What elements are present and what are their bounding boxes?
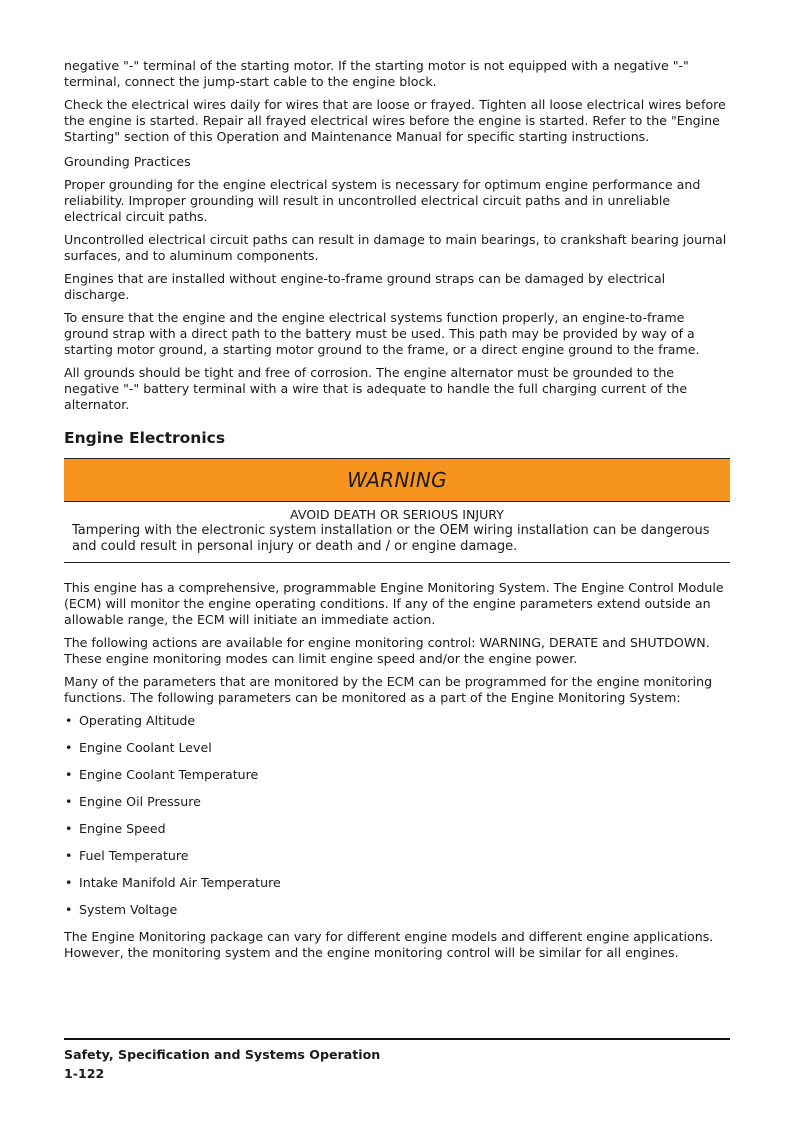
warning-text: Tampering with the electronic system installation or the OEM wiring installation can be dangerous and could result in personal injury or death and / or engine damage. [72,523,710,554]
intro-paragraph-2: Check the electrical wires daily for wires that are loose or frayed. Tighten all loose electrical wires before the engine is started. Repair all frayed electrical wires before the engine is started. Refer to the "Engine Starting" section of this Operation and Maintenance Manual for specific starting instructions. [64,97,726,144]
grounding-paragraph-4: To ensure that the engine and the engine electrical systems function properly, an engine-to-frame ground strap with a direct path to the battery must be used. This path may be provided by way of a starting motor ground, a starting motor ground to the frame, or a direct engine ground to the frame. [64,310,700,357]
grounding-paragraph-2: Uncontrolled electrical circuit paths can result in damage to main bearings, to crankshaft bearing journal surfaces, and to aluminum components. [64,232,727,263]
parameter-list [64,713,730,918]
warning-heading: AVOID DEATH OR SERIOUS INJURY [290,507,504,522]
list-item: • Operating Altitude [64,713,730,729]
warning-title: WARNING [347,468,447,492]
list-item: • Fuel Temperature [64,848,730,864]
footer-divider [64,1038,730,1040]
list-item: • System Voltage [64,902,730,918]
footer-title: Safety, Specification and Systems Operation [64,1047,381,1062]
grounding-paragraph-1: Proper grounding for the engine electrical system is necessary for optimum engine performance and reliability. Improper grounding will result in uncontrolled electrical circuit paths and in unreliable electrical circuit paths. [64,177,701,224]
electronics-paragraph-1: This engine has a comprehensive, programmable Engine Monitoring System. The Engine Control Module (ECM) will monitor the engine operating conditions. If any of the engine parameters extend outside an allowable range, the ECM will initiate an immediate action. [64,580,724,627]
warning-box [64,458,730,563]
grounding-paragraph-3: Engines that are installed without engine-to-frame ground straps can be damaged by electrical discharge. [64,271,666,302]
grounding-paragraph-5: All grounds should be tight and free of corrosion. The engine alternator must be grounded to the negative "-" battery terminal with a wire that is adequate to handle the full charging current of the alternator. [64,365,688,412]
list-item: • Engine Oil Pressure [64,794,730,810]
page-content [64,58,730,968]
list-item: • Engine Coolant Level [64,740,730,756]
electronics-paragraph-3: Many of the parameters that are monitored by the ECM can be programmed for the engine monitoring functions. The following parameters can be monitored as a part of the Engine Monitoring System: [64,674,713,705]
list-item: • Engine Coolant Temperature [64,767,730,783]
warning-body [64,502,730,562]
electronics-paragraph-4: The Engine Monitoring package can vary for different engine models and different engine applications. However, the monitoring system and the engine monitoring control will be similar for all engines. [64,929,714,960]
electronics-paragraph-2: The following actions are available for engine monitoring control: WARNING, DERATE and SHUTDOWN. These engine monitoring modes can limit engine speed and/or the engine power. [64,635,710,666]
list-item: • Intake Manifold Air Temperature [64,875,730,891]
grounding-heading: Grounding Practices [64,154,191,169]
page-number: 1-122 [64,1066,105,1081]
section-title: Engine Electronics [64,429,226,447]
warning-banner [64,459,730,502]
intro-paragraph-1: negative "-" terminal of the starting motor. If the starting motor is not equipped with a negative "-" terminal, connect the jump-start cable to the engine block. [64,58,689,89]
list-item: • Engine Speed [64,821,730,837]
